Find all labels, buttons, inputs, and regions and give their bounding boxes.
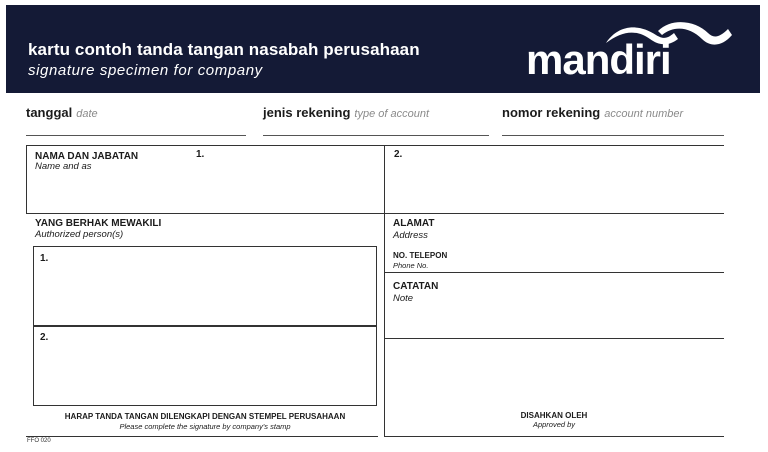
authorized-label: YANG BERHAK MEWAKILI (35, 218, 162, 229)
account-number-sub: account number (604, 108, 684, 120)
stamp-instruction: HARAP TANDA TANGAN DILENGKAPI DENGAN STEMPEL PERUSAHAAN (64, 412, 346, 421)
form-title: kartu contoh tanda tangan nasabah perusahaan (28, 40, 420, 59)
signature-box-1[interactable] (33, 246, 377, 326)
authorized-sub: Authorized person(s) (35, 229, 124, 240)
name-section-bottom-border (26, 213, 724, 214)
left-bottom-border (26, 436, 378, 437)
name-slot-1-number: 1. (196, 149, 205, 160)
date-sub: date (76, 108, 98, 120)
address-label: ALAMAT (393, 218, 435, 229)
center-divider (384, 145, 385, 437)
signature-box-1-number: 1. (40, 253, 49, 264)
name-title-sub: Name and as (35, 161, 92, 172)
name-title-label: NAMA DAN JABATAN (35, 151, 139, 162)
phone-label: NO. TELEPON (393, 251, 448, 260)
stamp-instruction-en: Please complete the signature by company's stamp (119, 422, 291, 431)
account-type-field-label (263, 105, 429, 120)
signature-box-2-number: 2. (40, 332, 49, 343)
note-sub: Note (393, 293, 414, 304)
mandiri-logo-text: mandiri (526, 36, 671, 83)
account-type-sub: type of account (354, 108, 430, 120)
name-section-left-border (26, 145, 27, 213)
account-number-input-line[interactable] (502, 135, 724, 136)
account-number-field-label (502, 105, 683, 120)
approval-sub: Approved by (532, 420, 576, 429)
note-label: CATATAN (393, 281, 439, 292)
approval-label: DISAHKAN OLEH (520, 411, 588, 420)
date-field-label (26, 105, 98, 120)
account-type-input-line[interactable] (263, 135, 489, 136)
form-code: FFO 020 (27, 438, 51, 444)
note-bottom-border (384, 338, 724, 339)
account-number-label: nomor rekening (502, 105, 601, 120)
date-label: tanggal (26, 105, 73, 120)
phone-sub: Phone No. (393, 261, 429, 270)
form-subtitle: signature specimen for company (28, 62, 263, 79)
date-input-line[interactable] (26, 135, 246, 136)
right-bottom-border (384, 436, 724, 437)
name-slot-2-number: 2. (394, 149, 403, 160)
signature-box-2[interactable] (33, 326, 377, 406)
name-section-top-border (26, 145, 724, 146)
address-sub: Address (393, 230, 428, 241)
phone-bottom-border (384, 272, 724, 273)
header-banner (6, 5, 760, 93)
account-type-label: jenis rekening (263, 105, 351, 120)
